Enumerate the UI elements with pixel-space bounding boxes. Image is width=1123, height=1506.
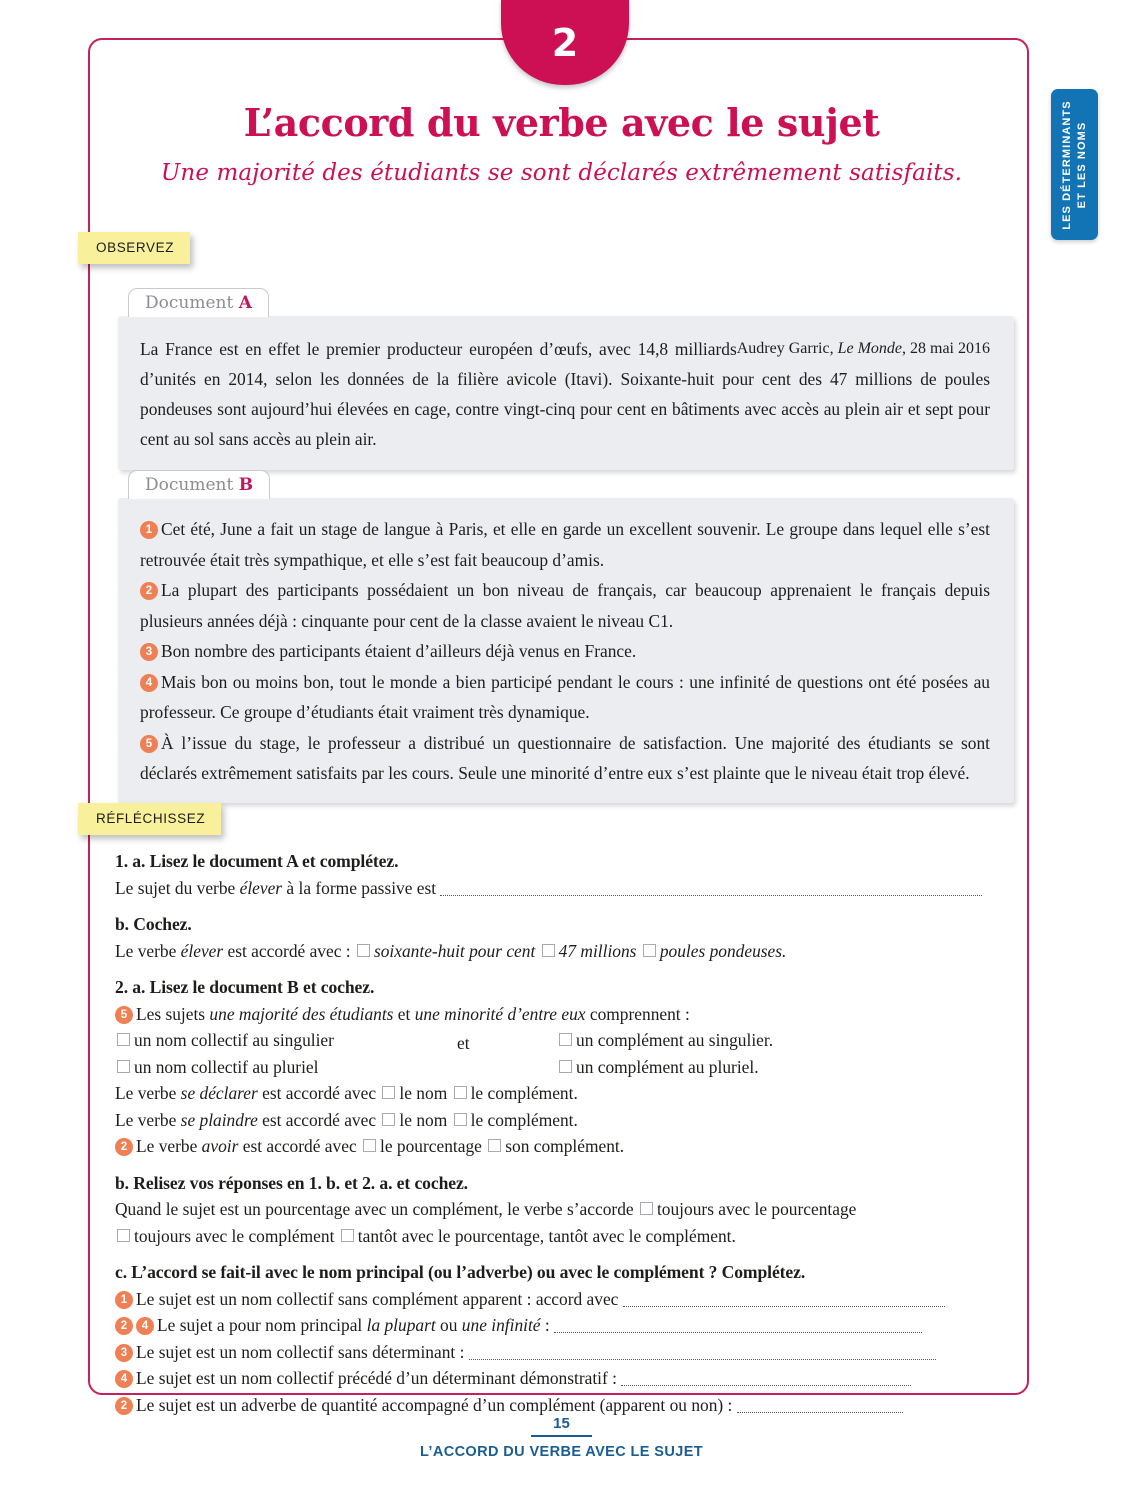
v3-opt1-label: le pourcentage xyxy=(380,1136,482,1156)
item-text: Cet été, June a fait un stage de langue à Paris, et elle en garde un excellent souvenir. Le groupe dans lequel elle s’est retrouvée était très sympathique, et elle s’est fait beaucoup d’amis. xyxy=(140,519,990,570)
page-subtitle: Une majorité des étudiants se sont déclarés extrêmement satisfaits. xyxy=(160,160,963,186)
option-row xyxy=(557,1027,1015,1054)
checkbox-nom-collectif-pluriel[interactable] xyxy=(117,1060,130,1073)
item-number-badge: 5 xyxy=(115,1006,133,1024)
checkbox-nom-collectif-singulier[interactable] xyxy=(117,1033,130,1046)
v3-verb: avoir xyxy=(201,1136,239,1156)
document-a-label xyxy=(128,288,269,317)
question-2a-intro xyxy=(115,1001,1015,1028)
document-b-item xyxy=(140,728,990,789)
item-number-badge: 3 xyxy=(115,1344,133,1362)
item-term1: la plupart xyxy=(366,1315,436,1335)
answer-line-2c-2[interactable] xyxy=(554,1318,922,1333)
item-text: Mais bon ou moins bon, tout le monde a bien participé pendant le cours : une infinité de questions ont été posées au professeur. Ce groupe d’étudiants était vraiment très dynamique. xyxy=(140,671,990,722)
page-title: L’accord du verbe avec le sujet xyxy=(243,100,880,145)
document-a-letter: A xyxy=(238,293,252,313)
checkbox-q2b-opt1[interactable] xyxy=(640,1202,653,1215)
document-b-item xyxy=(140,667,990,728)
question-2c-heading: c. L’accord se fait-il avec le nom principal (ou l’adverbe) ou avec le complément ? Complétez. xyxy=(115,1262,806,1282)
item-text: Bon nombre des participants étaient d’ailleurs déjà venus en France. xyxy=(161,641,637,661)
v1-pre: Le verbe xyxy=(115,1083,181,1103)
item-number-badge: 2 xyxy=(115,1397,133,1415)
v1-verb: se déclarer xyxy=(180,1083,258,1103)
item-number-badge: 2 xyxy=(140,582,158,600)
document-a-source-date: , 28 mai 2016 xyxy=(902,340,990,357)
section-side-tab[interactable] xyxy=(1051,89,1098,240)
document-b-item xyxy=(140,636,990,667)
question-2b-heading: b. Relisez vos réponses en 1. b. et 2. a. et cochez. xyxy=(115,1172,468,1193)
question-2a-verb1 xyxy=(115,1080,1015,1107)
page-number: 15 xyxy=(531,1415,592,1437)
v1-opt1-label: le nom xyxy=(399,1083,448,1103)
item-post: : xyxy=(540,1315,550,1335)
answer-line-2c-4[interactable] xyxy=(621,1371,911,1386)
question-2c-item xyxy=(115,1365,1015,1392)
item-text: À l’issue du stage, le professeur a distribué un questionnaire de satisfaction. Une majorité des étudiants se sont déclarés extrêmement satisfaits par les cours. Seule une minorité d’entre eux s’est plainte que le niveau était trop élevé. xyxy=(140,732,990,783)
document-a-source xyxy=(737,334,990,364)
chapter-number: 2 xyxy=(551,21,579,65)
document-b-body xyxy=(118,498,1014,803)
checkbox-q2b-opt3[interactable] xyxy=(341,1229,354,1242)
document-a xyxy=(118,288,1014,470)
question-2b-line2 xyxy=(115,1223,1015,1250)
q2a-pre: Les sujets xyxy=(136,1003,210,1024)
v2-opt1-label: le nom xyxy=(399,1109,448,1130)
question-1b-heading: b. Cochez. xyxy=(115,914,192,934)
question-1a-heading: 1. a. Lisez le document A et complétez. xyxy=(115,851,399,871)
question-2a-verb2 xyxy=(115,1107,1015,1134)
item-mid: ou xyxy=(435,1315,462,1335)
option-label: un complément au singulier. xyxy=(576,1030,774,1050)
document-a-body xyxy=(118,316,1014,470)
options-column-left xyxy=(115,1027,445,1080)
v3-pre: Le verbe xyxy=(136,1136,202,1156)
item-text: Le sujet est un adverbe de quantité accompagné d’un complément (apparent ou non) : xyxy=(136,1394,733,1415)
checkbox-v1-nom[interactable] xyxy=(382,1086,395,1099)
item-number-badge: 3 xyxy=(140,643,158,661)
question-2c-item xyxy=(115,1286,1015,1313)
question-2a-options-grid xyxy=(115,1027,1015,1080)
item-number-badge: 5 xyxy=(140,735,158,753)
options-column-right xyxy=(557,1027,1015,1080)
checkbox-q1b-opt3[interactable] xyxy=(643,944,656,957)
checkbox-v3-pourcentage[interactable] xyxy=(363,1139,376,1152)
answer-line-2c-1[interactable] xyxy=(623,1292,945,1307)
answer-line-2c-5[interactable] xyxy=(737,1398,903,1413)
option-label: un complément au pluriel. xyxy=(576,1056,759,1077)
answer-line-2c-3[interactable] xyxy=(469,1345,936,1360)
question-1b-line xyxy=(115,938,1015,965)
q1b-opt1-label: soixante-huit pour cent xyxy=(373,940,536,961)
v2-verb: se plaindre xyxy=(180,1109,258,1130)
et-label: et xyxy=(457,1033,470,1053)
section-tag-reflechissez: RÉFLÉCHISSEZ xyxy=(78,803,221,835)
question-2b-line1 xyxy=(115,1196,1015,1223)
q1b-mid: est accordé avec : xyxy=(223,940,351,961)
item-number-badge: 4 xyxy=(140,674,158,692)
q1b-opt3-label: poules pondeuses. xyxy=(659,940,787,961)
footer-title: L’ACCORD DU VERBE AVEC LE SUJET xyxy=(419,1444,704,1460)
v2-pre: Le verbe xyxy=(115,1109,181,1130)
question-1a-line xyxy=(115,875,1015,902)
q2b-opt2-label: toujours avec le complément xyxy=(134,1225,335,1246)
question-2a-heading: 2. a. Lisez le document B et cochez. xyxy=(115,977,375,997)
v2-opt2-label: le complément. xyxy=(470,1109,578,1130)
q2a-post: comprennent : xyxy=(585,1003,690,1024)
q1a-pre: Le sujet du verbe xyxy=(115,877,240,898)
document-a-label-prefix: Document xyxy=(145,293,239,313)
side-tab-label xyxy=(1060,100,1090,229)
checkbox-q1b-opt2[interactable] xyxy=(542,944,555,957)
option-label: un nom collectif au singulier xyxy=(134,1030,334,1050)
option-label: un nom collectif au pluriel xyxy=(134,1056,319,1077)
page-footer xyxy=(0,1415,1123,1460)
option-row xyxy=(115,1054,445,1081)
document-b-item xyxy=(140,575,990,636)
item-number-badge: 4 xyxy=(115,1370,133,1388)
document-b-label-prefix: Document xyxy=(145,475,239,495)
option-row xyxy=(115,1027,445,1054)
item-number-badge: 2 xyxy=(115,1317,133,1335)
v3-mid: est accordé avec xyxy=(238,1136,362,1156)
checkbox-q1b-opt1[interactable] xyxy=(357,944,370,957)
q2b-pre: Quand le sujet est un pourcentage avec un complément, le verbe s’accorde xyxy=(115,1199,638,1219)
checkbox-complement-singulier[interactable] xyxy=(559,1033,572,1046)
option-row xyxy=(557,1054,1015,1081)
v3-opt2-label: son complément. xyxy=(505,1136,625,1156)
checkbox-v2-complement[interactable] xyxy=(454,1113,467,1126)
q2a-subject1: une majorité des étudiants xyxy=(209,1003,394,1024)
q1b-verb: élever xyxy=(180,940,224,961)
item-number-badge: 4 xyxy=(136,1317,154,1335)
q2a-mid: et xyxy=(393,1003,415,1024)
document-b-letter: B xyxy=(238,475,254,495)
item-number-badge: 2 xyxy=(115,1138,133,1156)
question-2a-verb3 xyxy=(115,1133,1015,1160)
q2b-opt3-label: tantôt avec le pourcentage, tantôt avec le complément. xyxy=(357,1225,736,1246)
v2-mid: est accordé avec xyxy=(257,1109,381,1130)
q2b-opt1-label: toujours avec le pourcentage xyxy=(656,1199,857,1219)
checkbox-v3-complement[interactable] xyxy=(488,1139,501,1152)
question-2c-item xyxy=(115,1339,1015,1366)
v1-opt2-label: le complément. xyxy=(470,1083,578,1103)
section-tag-observez: OBSERVEZ xyxy=(78,232,190,264)
item-number-badge: 1 xyxy=(115,1291,133,1309)
document-a-source-author: Audrey Garric, xyxy=(736,340,838,357)
item-text: Le sujet est un nom collectif sans complément apparent : accord avec xyxy=(136,1288,619,1309)
side-tab-line2: ET LES NOMS xyxy=(1075,121,1088,208)
item-text: Le sujet est un nom collectif sans déterminant : xyxy=(136,1341,465,1362)
q1b-opt2-label: 47 millions xyxy=(558,940,637,961)
exercises-section xyxy=(115,848,1015,1418)
document-a-source-publication: Le Monde xyxy=(837,340,902,357)
answer-line-1a[interactable] xyxy=(440,881,982,896)
q1a-verb: élever xyxy=(239,877,283,898)
checkbox-complement-pluriel[interactable] xyxy=(559,1060,572,1073)
q2a-subject2: une minorité d’entre eux xyxy=(414,1003,586,1024)
checkbox-q2b-opt2[interactable] xyxy=(117,1229,130,1242)
options-conjunction xyxy=(445,1027,557,1057)
item-text: Le sujet a pour nom principal xyxy=(157,1315,367,1335)
item-text: La plupart des participants possédaient un bon niveau de français, car beaucoup apprenaient le français depuis plusieurs années déjà : cinquante pour cent de la classe avaient le niveau C1. xyxy=(140,580,990,631)
item-number-badge: 1 xyxy=(140,521,158,539)
item-text: Le sujet est un nom collectif précédé d’un déterminant démonstratif : xyxy=(136,1368,617,1388)
document-b-item xyxy=(140,514,990,575)
item-term2: une infinité xyxy=(461,1315,541,1335)
q1a-post: à la forme passive est xyxy=(282,877,437,898)
document-a-text: La France est en effet le premier producteur européen d’œufs, avec 14,8 milliards d’unités en 2014, selon les données de la filière avicole (Itavi). Soixante-huit pour cent des 47 millions de poules pondeuses sont aujourd’hui élevées en cage, contre vingt-cinq pour cent en bâtiments avec accès au plein air et sept pour cent au sol sans accès au plein air. xyxy=(140,339,990,449)
question-2c-item xyxy=(115,1312,1015,1339)
checkbox-v2-nom[interactable] xyxy=(382,1113,395,1126)
document-b-label xyxy=(128,470,270,499)
checkbox-v1-complement[interactable] xyxy=(454,1086,467,1099)
q1b-pre: Le verbe xyxy=(115,940,181,961)
side-tab-line1: LES DÉTERMINANTS xyxy=(1060,99,1073,230)
document-b xyxy=(118,470,1014,803)
v1-mid: est accordé avec xyxy=(257,1083,381,1103)
